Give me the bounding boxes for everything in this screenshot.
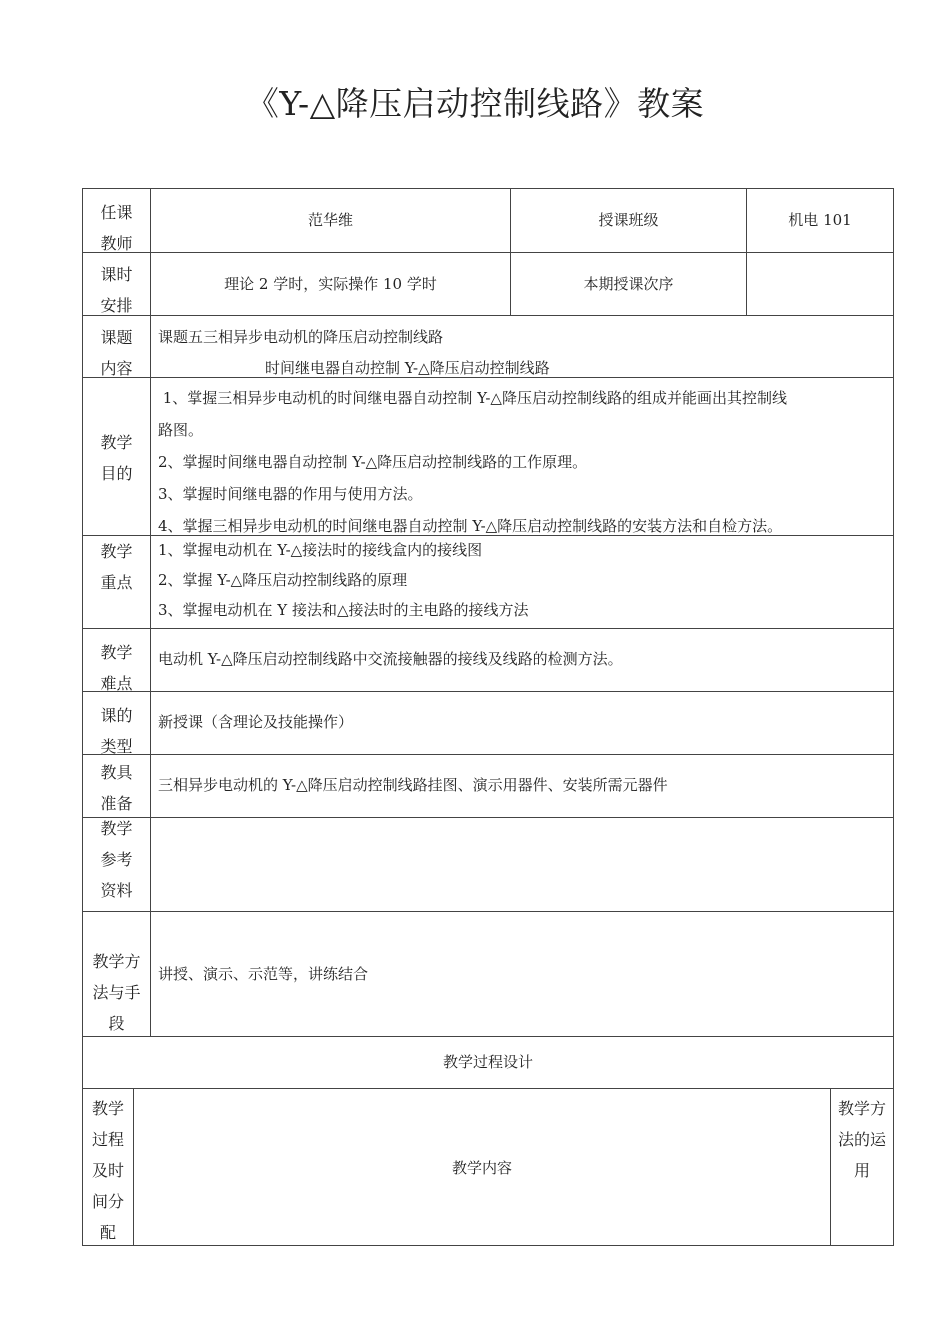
type-label: 课的 类型 (100, 706, 133, 756)
refs-label: 教学 参考 资料 (100, 819, 133, 900)
teacher-value: 范华维 (307, 211, 353, 229)
topic-content: 课题五三相异步电动机的降压启动控制线路 时间继电器自动控制 Y-△降压启动控制线路 (158, 328, 550, 377)
hours-label: 课时 安排 (100, 265, 133, 315)
difficulty-content: 电动机 Y-△降压启动控制线路中交流接触器的接线及线路的检测方法。 (158, 650, 623, 668)
goals-content: 1、掌握三相异步电动机的时间继电器自动控制 Y-△降压启动控制线路的组成并能画出其控制线 路图。 2、掌握时间继电器自动控制 Y-△降压启动控制线路的工作原理。 3、掌握时间继电器的作用与使用方法。 4、掌握三相异步电动机的时间继电器自动控制 Y-△降压启动控制线路的安装方法和自检方法。 (158, 389, 787, 535)
class-label: 授课班级 (598, 211, 659, 229)
sequence-label: 本期授课次序 (583, 274, 674, 293)
teacher-label: 任课 教师 (100, 203, 133, 253)
methods-content: 讲授、演示、示范等，讲练结合 (158, 965, 369, 983)
hours-value: 理论 2 学时，实际操作 10 学时 (224, 274, 437, 293)
page-title: 《Y-△降压启动控制线路》教案 (245, 84, 705, 123)
process-content: 教学内容 (451, 1159, 512, 1177)
tools-label: 教具 准备 (100, 763, 133, 813)
class-value: 机电 101 (788, 211, 852, 229)
process-label: 教学 过程 及时 间分 配 (91, 1099, 124, 1242)
keypoints-label: 教学 重点 (100, 542, 133, 592)
keypoints-content: 1、掌握电动机在 Y-△接法时的接线盒内的接线图 2、掌握 Y-△降压启动控制线路的原理 3、掌握电动机在 Y 接法和△接法时的主电路的接线方法 (158, 541, 529, 619)
difficulty-label: 教学 难点 (100, 643, 133, 693)
topic-label: 课题 内容 (100, 328, 133, 378)
goals-label: 教学 目的 (100, 433, 133, 483)
process-header: 教学过程设计 (442, 1053, 533, 1071)
process-method-label: 教学方 法的运 用 (837, 1099, 886, 1180)
type-content: 新授课（含理论及技能操作） (158, 713, 354, 731)
methods-label: 教学方 法与手 段 (92, 952, 141, 1033)
tools-content: 三相异步电动机的 Y-△降压启动控制线路挂图、演示用器件、安装所需元器件 (158, 776, 668, 794)
sequence-value (747, 253, 893, 315)
